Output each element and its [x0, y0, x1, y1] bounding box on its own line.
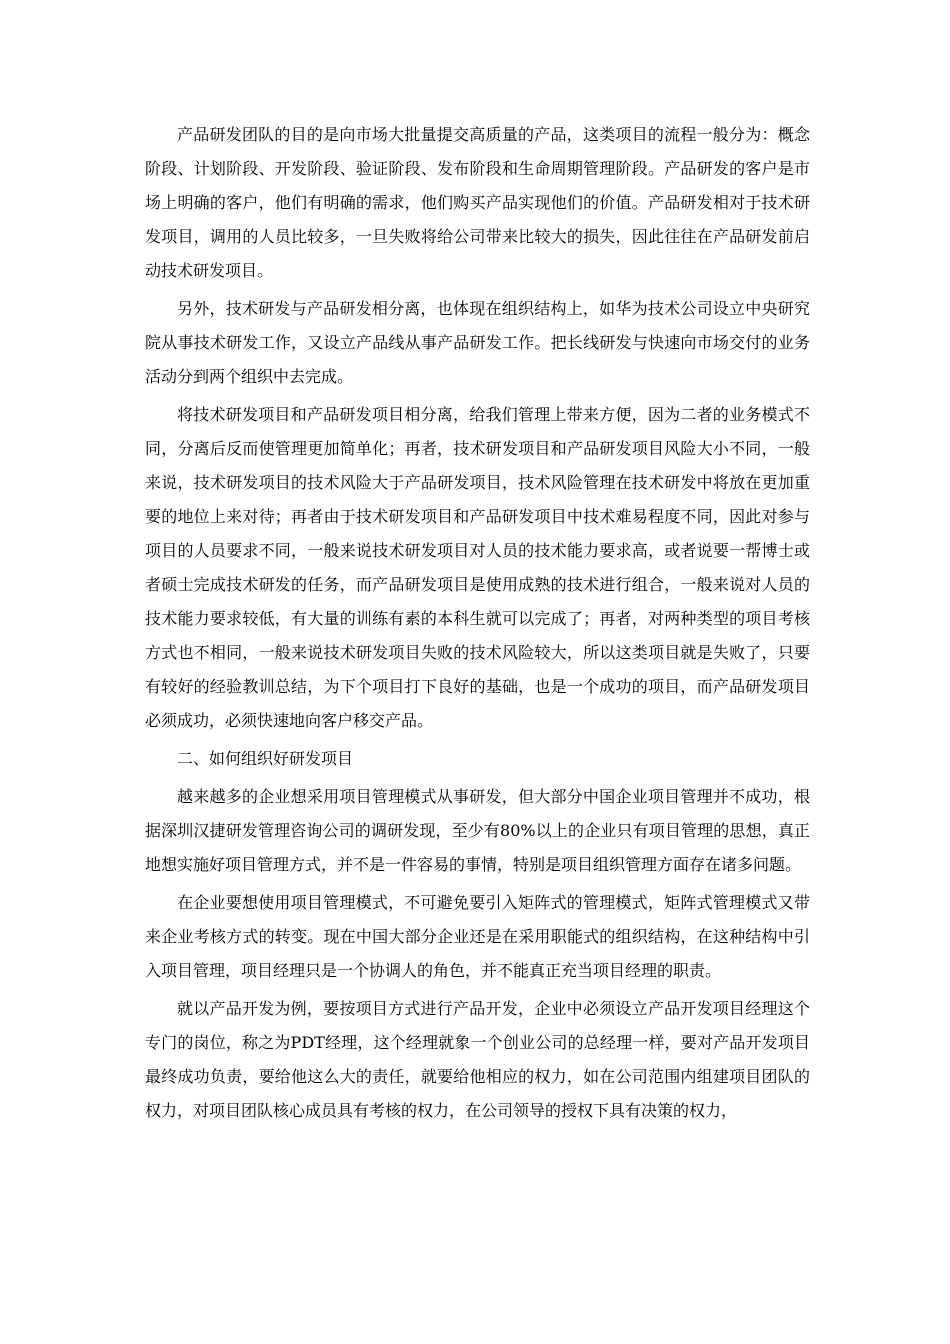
paragraph-project-mgmt-adoption: 越来越多的企业想采用项目管理模式从事研发，但大部分中国企业项目管理并不成功，根据深圳汉捷研发管理咨询公司的调研发现，至少有80%以上的企业只有项目管理的思想，真正地想实施好项目管理方式，并不是一件容易的事情，特别是项目组织管理方面存在诸多问题。	[145, 787, 810, 874]
paragraph-pdt-manager: 就以产品开发为例，要按项目方式进行产品开发，企业中必须设立产品开发项目经理这个专门的岗位，称之为PDT经理，这个经理就象一个创业公司的总经理一样，要对产品开发项目最终成功负责，要给他这么大的责任，就要给他相应的权力，如在公司范围内组建项目团队的权力，对项目团队核心成员具有考核的权力，在公司领导的授权下具有决策的权力，	[145, 999, 810, 1120]
paragraph-separation-benefits: 将技术研发项目和产品研发项目相分离，给我们管理上带来方便，因为二者的业务模式不同，分离后反而使管理更加简单化；再者，技术研发项目和产品研发项目风险大小不同，一般来说，技术研发项目的技术风险大于产品研发项目，技术风险管理在技术研发中将放在更加重要的地位上来对待；再者由于技术研发项目和产品研发项目中技术难易程度不同，因此对参与项目的人员要求不同，一般来说技术研发项目对人员的技术能力要求高，或者说要一帮博士或者硕士完成技术研发的任务，而产品研发项目是使用成熟的技术进行组合，一般来说对人员的技术能力要求较低，有大量的训练有素的本科生就可以完成了；再者，对两种类型的项目考核方式也不相同，一般来说技术研发项目失败的技术风险较大，所以这类项目就是失败了，只要有较好的经验教训总结，为下个项目打下良好的基础，也是一个成功的项目，而产品研发项目必须成功，必须快速地向客户移交产品。	[145, 405, 810, 730]
paragraph-matrix-management: 在企业要想使用项目管理模式，不可避免要引入矩阵式的管理模式，矩阵式管理模式又带来企业考核方式的转变。现在中国大部分企业还是在采用职能式的组织结构，在这种结构中引入项目管理，项目经理只是一个协调人的角色，并不能真正充当项目经理的职责。	[145, 893, 810, 980]
section-heading: 二、如何组织好研发项目	[177, 749, 354, 768]
paragraph-org-separation: 另外，技术研发与产品研发相分离，也体现在组织结构上，如华为技术公司设立中央研究院从事技术研发工作，又设立产品线从事产品研发工作。把长线研发与快速向市场交付的业务活动分到两个组织中去完成。	[145, 299, 810, 386]
document-page	[145, 118, 810, 1132]
paragraph-product-rd: 产品研发团队的目的是向市场大批量提交高质量的产品，这类项目的流程一般分为：概念阶段、计划阶段、开发阶段、验证阶段、发布阶段和生命周期管理阶段。产品研发的客户是市场上明确的客户，他们有明确的需求，他们购买产品实现他们的价值。产品研发相对于技术研发项目，调用的人员比较多，一旦失败将给公司带来比较大的损失，因此往往在产品研发前启动技术研发项目。	[145, 125, 810, 280]
